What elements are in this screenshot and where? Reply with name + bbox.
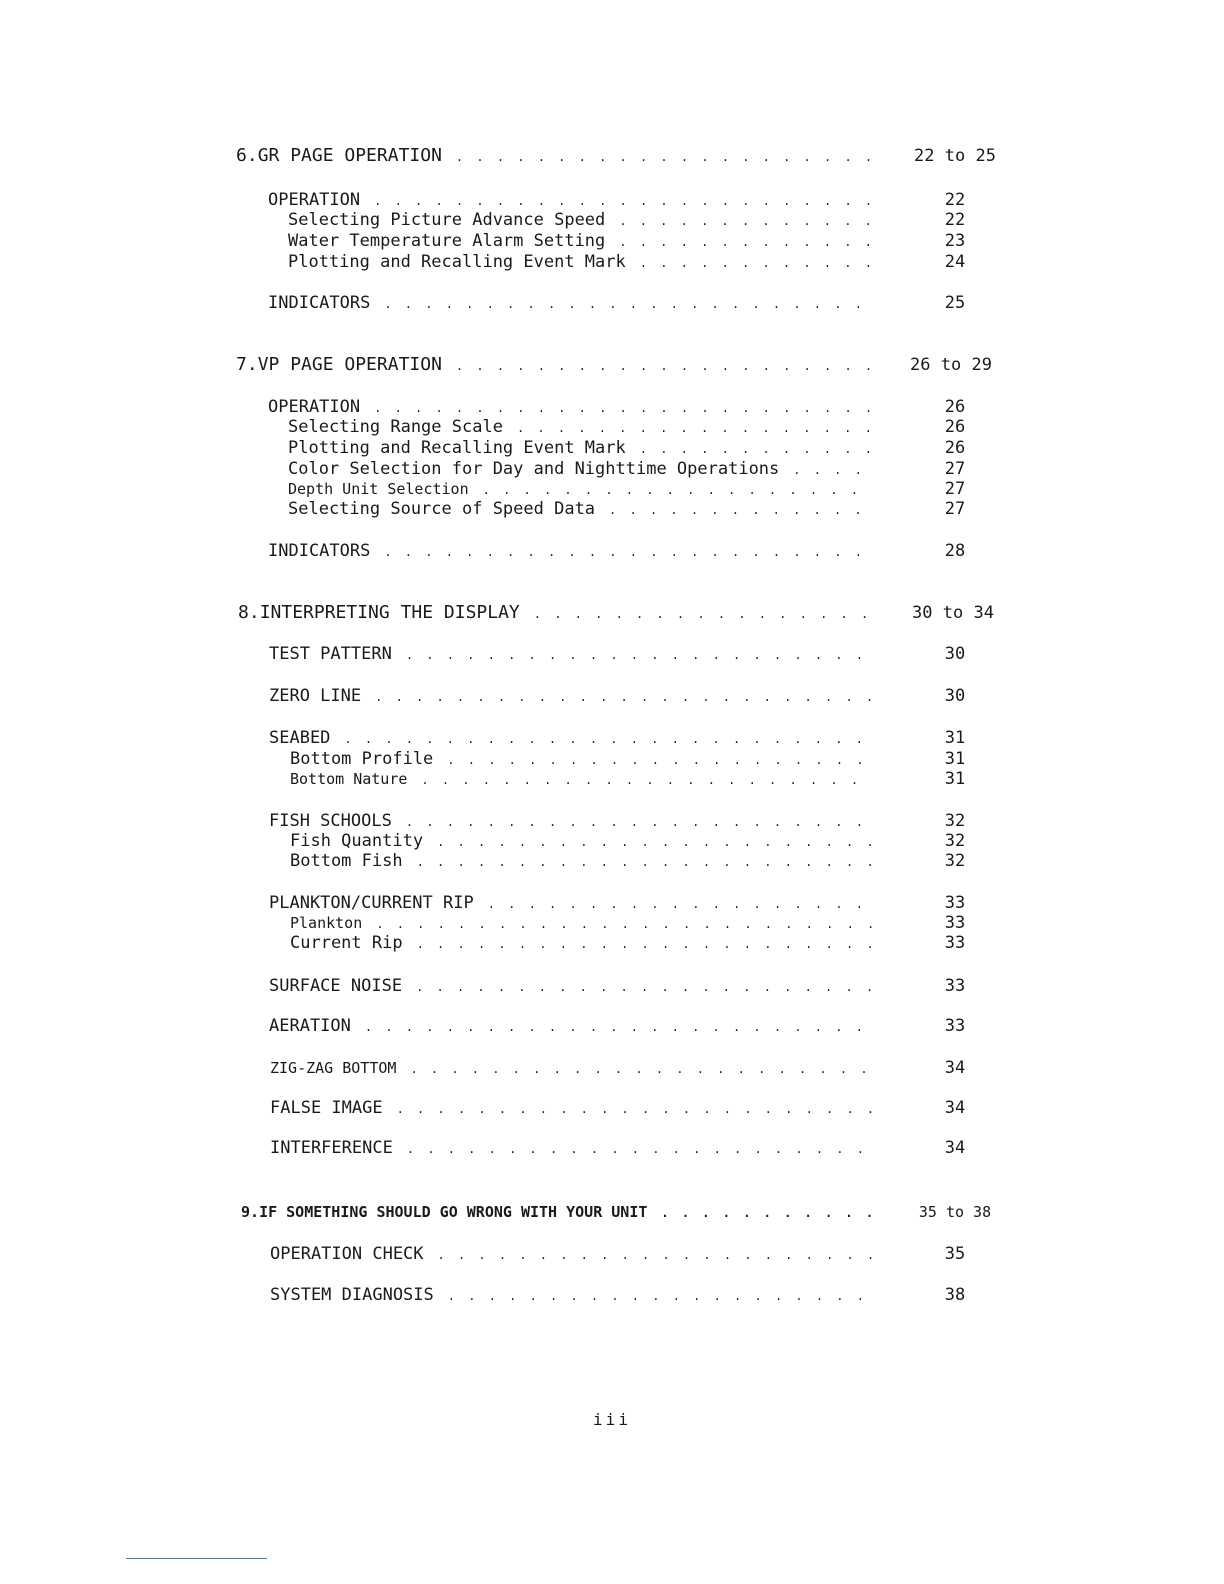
dot-leader — [640, 253, 872, 273]
entry-page: 27 — [944, 459, 966, 479]
entry-title: Bottom Profile — [290, 749, 434, 769]
footer-rule — [126, 1558, 267, 1559]
dot-leader — [384, 542, 872, 562]
dot-leader — [456, 356, 873, 376]
entry-page: 35 — [944, 1244, 966, 1264]
toc-subentry — [290, 933, 880, 954]
dot-leader — [406, 812, 872, 832]
dot-leader — [421, 770, 872, 790]
entry-page: 26 — [944, 417, 966, 437]
entry-title: Plankton — [290, 914, 363, 932]
entry-page: 31 — [944, 769, 966, 789]
toc-section-7 — [236, 355, 881, 376]
dot-leader — [517, 418, 872, 438]
dot-leader — [384, 294, 872, 314]
entry-page: 33 — [944, 976, 966, 996]
entry-page: 26 — [944, 397, 966, 417]
entry-page: 38 — [944, 1285, 966, 1305]
toc-subentry — [290, 831, 880, 852]
toc-subentry — [288, 252, 880, 273]
entry-title: Plotting and Recalling Event Mark — [288, 438, 626, 458]
entry-title: OPERATION — [268, 397, 361, 417]
entry-title: Water Temperature Alarm Setting — [288, 231, 606, 251]
section-number: 6. — [236, 145, 258, 166]
section-title: INTERPRETING THE DISPLAY — [259, 602, 520, 623]
entry-page: 30 — [944, 686, 966, 706]
entry-page: 26 — [944, 438, 966, 458]
dot-leader — [376, 914, 872, 934]
entry-title: FISH SCHOOLS — [269, 811, 392, 831]
entry-title: Bottom Nature — [290, 770, 408, 788]
toc-subentry — [288, 479, 880, 500]
entry-page: 33 — [944, 913, 966, 933]
section-page-range: 35 to 38 — [918, 1203, 992, 1221]
dot-leader — [406, 645, 872, 665]
entry-title: Selecting Source of Speed Data — [288, 499, 596, 519]
entry-title: Current Rip — [290, 933, 403, 953]
dot-leader — [609, 500, 872, 520]
entry-title: OPERATION CHECK — [270, 1244, 424, 1264]
dot-leader — [483, 480, 872, 500]
toc-subentry — [288, 459, 880, 480]
toc-entry — [269, 976, 880, 997]
toc-subentry — [290, 769, 880, 790]
toc-subentry — [290, 851, 880, 872]
section-title: VP PAGE OPERATION — [257, 354, 442, 375]
entry-page: 22 — [944, 210, 966, 230]
toc-subentry — [288, 210, 880, 231]
dot-leader — [437, 832, 872, 852]
section-title: IF SOMETHING SHOULD GO WRONG WITH YOUR UNIT — [259, 1203, 648, 1221]
entry-page: 31 — [944, 749, 966, 769]
dot-leader — [456, 147, 884, 167]
dot-leader — [365, 1017, 872, 1037]
entry-title: ZERO LINE — [269, 686, 362, 706]
dot-leader — [488, 894, 872, 914]
toc-entry — [268, 541, 880, 562]
dot-leader — [534, 604, 873, 624]
section-title: GR PAGE OPERATION — [257, 145, 442, 166]
toc-subentry — [288, 499, 880, 520]
section-page-range: 30 to 34 — [912, 603, 994, 623]
dot-leader — [417, 852, 872, 872]
entry-page: 23 — [944, 231, 966, 251]
entry-title: INTERFERENCE — [270, 1138, 393, 1158]
dot-leader — [619, 232, 872, 252]
toc-entry — [268, 293, 880, 314]
entry-page: 28 — [944, 541, 966, 561]
entry-title: Selecting Picture Advance Speed — [288, 210, 606, 230]
entry-title: Bottom Fish — [290, 851, 403, 871]
entry-title: Plotting and Recalling Event Mark — [288, 252, 626, 272]
entry-page: 27 — [944, 499, 966, 519]
entry-title: Fish Quantity — [290, 831, 424, 851]
entry-title: INDICATORS — [268, 541, 371, 561]
entry-title: OPERATION — [268, 190, 361, 210]
section-number: 8. — [238, 602, 260, 623]
section-number: 7. — [236, 354, 258, 375]
entry-page: 32 — [944, 851, 966, 871]
section-number: 9. — [241, 1203, 260, 1221]
toc-entry — [270, 1098, 880, 1119]
toc-section-9 — [241, 1202, 883, 1223]
dot-leader — [661, 1203, 875, 1223]
toc-section-8 — [238, 603, 881, 624]
page-number: iii — [593, 1410, 631, 1429]
entry-title: INDICATORS — [268, 293, 371, 313]
dot-leader — [640, 439, 872, 459]
entry-page: 33 — [944, 933, 966, 953]
toc-subentry — [288, 231, 880, 252]
toc-subentry — [288, 438, 880, 459]
entry-title: Depth Unit Selection — [288, 480, 469, 498]
entry-page: 32 — [944, 831, 966, 851]
dot-leader — [416, 977, 872, 997]
dot-leader — [619, 211, 872, 231]
toc-entry — [269, 1016, 880, 1037]
entry-page: 24 — [944, 252, 966, 272]
entry-page: 34 — [944, 1058, 966, 1078]
dot-leader — [397, 1099, 872, 1119]
entry-title: FALSE IMAGE — [270, 1098, 383, 1118]
dot-leader — [374, 398, 872, 418]
dot-leader — [417, 934, 872, 954]
entry-title: SURFACE NOISE — [269, 976, 403, 996]
entry-title: AERATION — [269, 1016, 351, 1036]
entry-title: PLANKTON/CURRENT RIP — [269, 893, 474, 913]
dot-leader — [448, 1286, 874, 1306]
toc-subentry — [290, 913, 880, 934]
section-page-range: 26 to 29 — [910, 355, 992, 375]
entry-page: 34 — [944, 1098, 966, 1118]
dot-leader — [407, 1139, 872, 1159]
toc-entry — [270, 1285, 882, 1306]
toc-subentry — [288, 417, 880, 438]
entry-page: 33 — [944, 1016, 966, 1036]
toc-entry — [269, 728, 880, 749]
entry-page: 22 — [944, 190, 966, 210]
entry-title: SYSTEM DIAGNOSIS — [270, 1285, 434, 1305]
entry-page: 25 — [944, 293, 966, 313]
toc-entry — [270, 1058, 880, 1079]
entry-page: 34 — [944, 1138, 966, 1158]
dot-leader — [375, 687, 872, 707]
entry-page: 33 — [944, 893, 966, 913]
toc-entry — [268, 397, 880, 418]
dot-leader — [447, 750, 872, 770]
toc-entry — [270, 1244, 882, 1265]
entry-page: 32 — [944, 811, 966, 831]
toc-entry — [269, 893, 880, 914]
entry-page: 30 — [944, 644, 966, 664]
toc-entry — [268, 190, 880, 211]
dot-leader — [410, 1059, 872, 1079]
toc-entry — [269, 686, 880, 707]
dot-leader — [344, 729, 872, 749]
dot-leader — [374, 191, 872, 211]
dot-leader — [793, 460, 872, 480]
entry-title: Color Selection for Day and Nighttime Operations — [288, 459, 780, 479]
toc-entry — [269, 644, 880, 665]
entry-page: 31 — [944, 728, 966, 748]
entry-title: ZIG-ZAG BOTTOM — [270, 1059, 397, 1077]
toc-entry — [269, 811, 880, 832]
toc-section-6 — [236, 146, 892, 167]
entry-page: 27 — [944, 479, 966, 499]
toc-subentry — [290, 749, 880, 770]
entry-title: SEABED — [269, 728, 331, 748]
entry-title: TEST PATTERN — [269, 644, 392, 664]
section-page-range: 22 to 25 — [914, 146, 996, 166]
entry-title: Selecting Range Scale — [288, 417, 503, 437]
dot-leader — [438, 1245, 874, 1265]
toc-entry — [270, 1138, 880, 1159]
